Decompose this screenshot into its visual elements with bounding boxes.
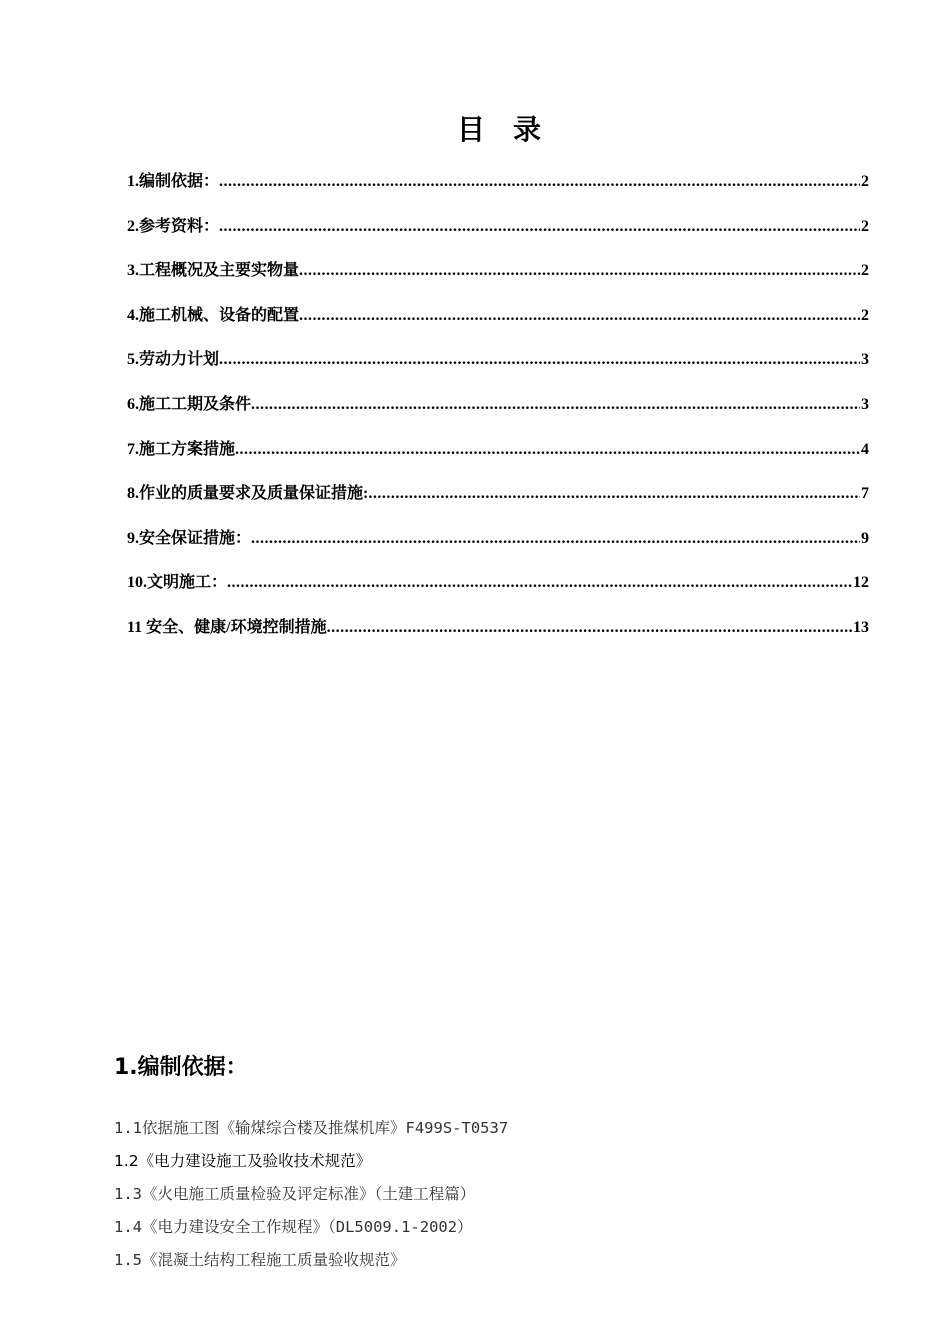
toc-title-char-1: 目 [456, 113, 487, 146]
toc-entry-6[interactable] [127, 391, 869, 436]
reference-item: 1.1依据施工图《输煤综合楼及推煤机库》F499S-T0537 [114, 1119, 509, 1137]
toc-title [0, 108, 950, 148]
toc-dot-leader [327, 619, 852, 637]
toc-entry-page: 2 [861, 173, 869, 190]
toc-dot-leader [251, 530, 860, 548]
toc-entry-8[interactable] [127, 480, 869, 525]
toc-entry-page: 12 [853, 574, 869, 592]
toc-entry-5[interactable] [127, 346, 869, 391]
toc-list [127, 168, 869, 659]
reference-item: 1.4《电力建设安全工作规程》（DL5009.1-2002） [114, 1218, 473, 1236]
toc-entry-label: 11 安全、健康/环境控制措施 [127, 618, 327, 636]
toc-entry-11[interactable] [127, 614, 869, 659]
toc-entry-1[interactable] [127, 168, 869, 213]
toc-entry-2[interactable] [127, 213, 869, 258]
toc-entry-label: 6.施工工期及条件 [127, 395, 252, 413]
toc-dot-leader [251, 396, 860, 414]
toc-entry-10[interactable] [127, 569, 869, 614]
toc-entry-9[interactable] [127, 525, 869, 570]
toc-entry-label: 4.施工机械、设备的配置 [127, 306, 300, 324]
toc-entry-page: 7 [861, 485, 869, 503]
toc-entry-page: 2 [861, 217, 869, 235]
toc-entry-label: 7.施工方案措施 [127, 440, 236, 458]
reference-item: 1.3《火电施工质量检验及评定标准》（土建工程篇） [114, 1185, 476, 1203]
reference-item: 1.5《混凝土结构工程施工质量验收规范》 [114, 1251, 406, 1269]
toc-entry-label: 2.参考资料： [127, 217, 220, 235]
toc-entry-7[interactable] [127, 436, 869, 481]
toc-entry-page: 2 [861, 306, 869, 324]
toc-entry-page: 4 [861, 440, 869, 458]
toc-dot-leader [227, 574, 852, 592]
toc-dot-leader [299, 262, 860, 280]
toc-dot-leader [368, 485, 860, 503]
toc-entry-label: 9.安全保证措施： [127, 529, 252, 547]
toc-entry-page: 13 [853, 618, 869, 636]
toc-entry-label: 1.编制依据： [127, 173, 220, 190]
toc-dot-leader [219, 351, 860, 369]
toc-dot-leader [235, 441, 860, 459]
toc-entry-label: 10.文明施工： [127, 574, 228, 592]
toc-entry-4[interactable] [127, 302, 869, 347]
toc-entry-label: 5.劳动力计划 [127, 351, 220, 369]
reference-item: 1.2《电力建设施工及验收技术规范》 [114, 1152, 372, 1170]
toc-entry-page: 3 [861, 395, 869, 413]
toc-entry-page: 9 [861, 529, 869, 547]
section-heading: 1.编制依据： [114, 1055, 248, 1080]
toc-entry-label: 3.工程概况及主要实物量 [127, 262, 300, 280]
toc-dot-leader [219, 218, 860, 236]
toc-dot-leader [219, 173, 860, 191]
toc-entry-page: 2 [861, 262, 869, 280]
toc-entry-page: 3 [861, 351, 869, 369]
toc-entry-label: 8.作业的质量要求及质量保证措施: [127, 485, 369, 503]
toc-entry-3[interactable] [127, 257, 869, 302]
toc-dot-leader [299, 307, 860, 325]
toc-title-char-2: 录 [513, 113, 544, 146]
reference-list [114, 1116, 508, 1281]
